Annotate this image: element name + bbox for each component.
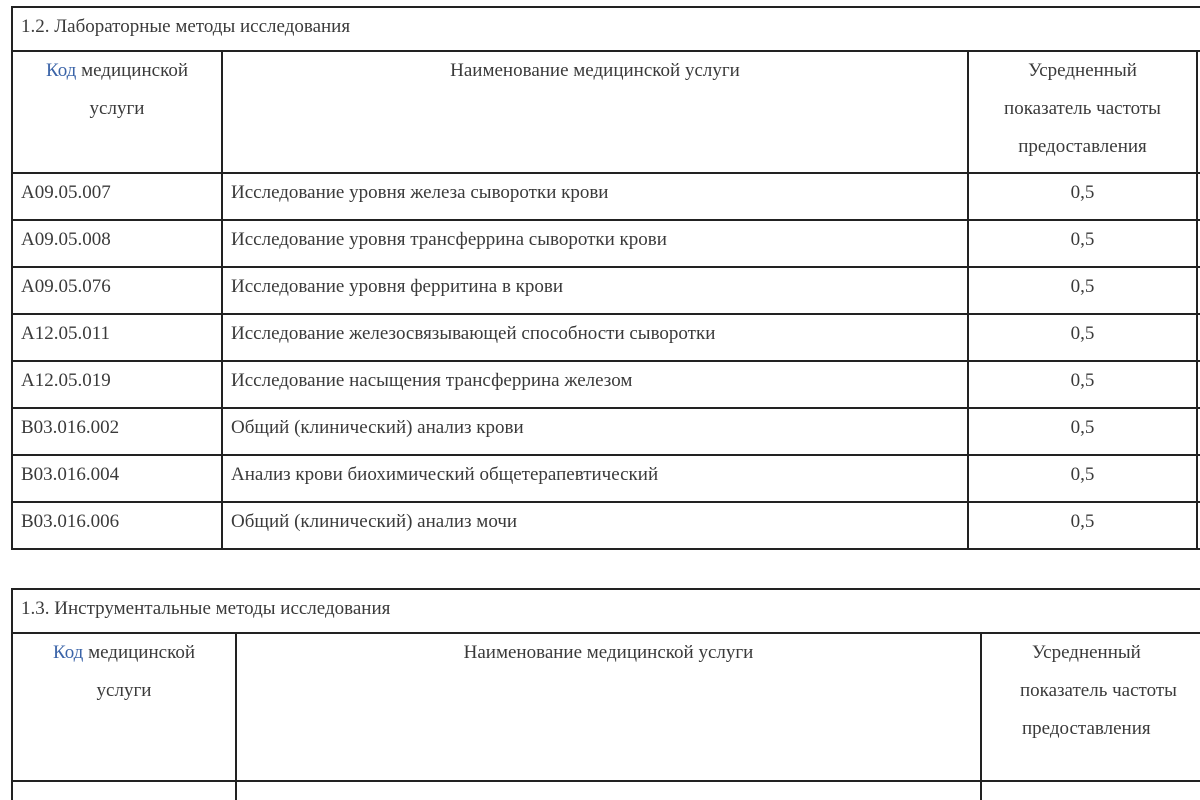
cell-name: Исследование железосвязывающей способности сыворотки xyxy=(222,314,968,361)
cell-frequency: 0,5 xyxy=(968,455,1197,502)
cell-name: Анализ крови биохимический общетерапевтический xyxy=(222,455,968,502)
cell-code: A12.05.019 xyxy=(12,361,222,408)
table-row xyxy=(12,361,1200,408)
header-name: Наименование медицинской услуги xyxy=(222,51,968,173)
cell-code xyxy=(12,781,236,800)
cell-frequency: 0,5 xyxy=(968,220,1197,267)
cell-name: Общий (клинический) анализ мочи xyxy=(222,502,968,549)
cell-name: Исследование уровня трансферрина сыворотки крови xyxy=(222,220,968,267)
table-title: 1.3. Инструментальные методы исследования xyxy=(12,589,1200,633)
cell-name xyxy=(236,781,981,800)
cell-frequency: 0,5 xyxy=(968,408,1197,455)
table-title-row xyxy=(12,7,1200,51)
header-code: Код медицинской услуги xyxy=(12,51,222,173)
cell-frequency: 0,5 xyxy=(968,502,1197,549)
code-link[interactable]: Код xyxy=(52,642,84,663)
cell-frequency: 0,5 xyxy=(968,267,1197,314)
cell-code: B03.016.004 xyxy=(12,455,222,502)
cell-frequency: 0,5 xyxy=(968,361,1197,408)
cell-code: A12.05.011 xyxy=(12,314,222,361)
cell-frequency xyxy=(981,781,1200,800)
table-row xyxy=(12,455,1200,502)
header-code: Код медицинской услуги xyxy=(12,633,236,781)
header-frequency: Усредненный показатель частоты предоставления xyxy=(981,633,1200,781)
header-frequency: Усредненный показатель частоты предоставления xyxy=(968,51,1197,173)
cell-name: Общий (клинический) анализ крови xyxy=(222,408,968,455)
table-header-row xyxy=(12,633,1200,781)
code-link[interactable]: Код xyxy=(45,60,77,81)
instrumental-methods-table xyxy=(11,588,1200,800)
table-row xyxy=(12,314,1200,361)
table-title-row xyxy=(12,589,1200,633)
table-row xyxy=(12,220,1200,267)
table-row xyxy=(12,267,1200,314)
table-row xyxy=(12,502,1200,549)
cell-code: A09.05.008 xyxy=(12,220,222,267)
lab-methods-table xyxy=(11,6,1200,550)
cell-name: Исследование уровня ферритина в крови xyxy=(222,267,968,314)
table-header-row xyxy=(12,51,1200,173)
table-row xyxy=(12,173,1200,220)
table-row xyxy=(12,408,1200,455)
cell-frequency: 0,5 xyxy=(968,173,1197,220)
cell-code: A09.05.076 xyxy=(12,267,222,314)
table-title: 1.2. Лабораторные методы исследования xyxy=(12,7,1200,51)
cell-code: A09.05.007 xyxy=(12,173,222,220)
table-row xyxy=(12,781,1200,800)
cell-name: Исследование уровня железа сыворотки крови xyxy=(222,173,968,220)
cell-code: B03.016.006 xyxy=(12,502,222,549)
cell-name: Исследование насыщения трансферрина железом xyxy=(222,361,968,408)
header-name: Наименование медицинской услуги xyxy=(236,633,981,781)
cell-code: B03.016.002 xyxy=(12,408,222,455)
cell-frequency: 0,5 xyxy=(968,314,1197,361)
